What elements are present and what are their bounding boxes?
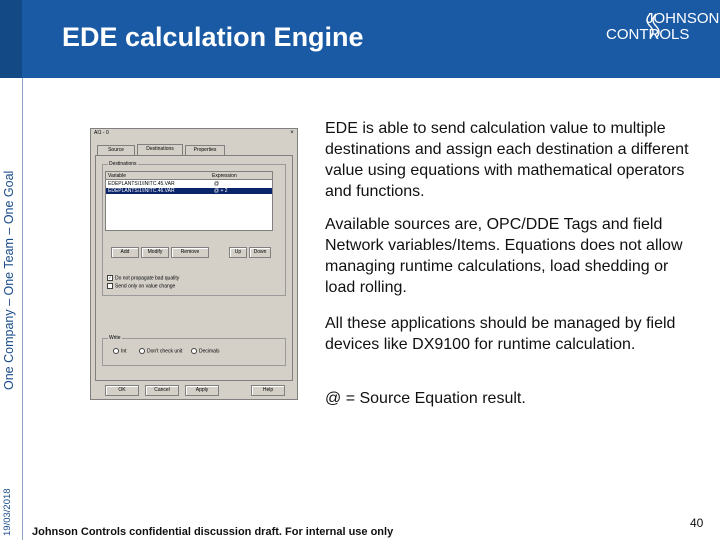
radio-label: Int	[121, 348, 127, 355]
johnson-controls-logo	[604, 10, 720, 44]
confidential-footer: Johnson Controls confidential discussion draft. For internal use only	[32, 526, 394, 538]
help-button[interactable]: Help	[251, 385, 285, 396]
cancel-button[interactable]: Cancel	[145, 385, 179, 396]
header-band	[0, 0, 720, 78]
paragraph-4: @ = Source Equation result.	[325, 390, 526, 407]
paragraph-1: EDE is able to send calculation value to multiple destinations and assign each destination a different value using equations with mathematical operators and functions.	[325, 120, 689, 200]
no-bad-quality-checkbox[interactable]	[107, 275, 179, 281]
paragraph-3: All these applications should be managed by field devices like DX9100 for runtime calculation.	[325, 315, 676, 353]
column-variable[interactable]: Variable	[108, 173, 126, 179]
list-item[interactable]	[106, 188, 272, 194]
logo-text-controls: CONTROLS	[606, 26, 690, 43]
radio-label: Don't check unit	[147, 348, 183, 355]
list-header	[106, 172, 272, 180]
radio-icon	[113, 348, 119, 354]
dont-check-unit-radio[interactable]	[139, 348, 182, 354]
paragraph-2: Available sources are, OPC/DDE Tags and field Network variables/Items. Equations does not allow managing runtime calculations, load shedding or load rolling.	[325, 216, 683, 296]
header-left-strip	[0, 0, 22, 78]
add-button[interactable]: Add	[111, 247, 139, 258]
checkbox-label: Do not propagate bad quality	[115, 275, 180, 282]
up-button[interactable]: Up	[229, 247, 247, 258]
ok-button[interactable]: OK	[105, 385, 139, 396]
row-expression: @	[214, 181, 220, 187]
slide-title: EDE calculation Engine	[62, 22, 364, 52]
value-change-checkbox[interactable]	[107, 283, 175, 289]
logo-text-johnson: JOHNSON	[646, 10, 720, 27]
write-group-label: Write	[109, 335, 121, 341]
destinations-group-label: Destinations	[109, 161, 137, 167]
down-button[interactable]: Down	[249, 247, 271, 258]
row-variable: EDEPLANTS\1\INITC.45.VAR	[108, 181, 175, 187]
checkmark-icon: ✓	[108, 275, 112, 280]
destinations-list[interactable]	[105, 171, 273, 231]
row-variable: EDEPLANTS\1\INITC.46.VAR	[108, 188, 175, 194]
column-expression[interactable]: Expression	[212, 173, 237, 179]
row-expression: @ + 2	[214, 188, 228, 194]
page-number: 40	[690, 516, 704, 530]
remove-button[interactable]: Remove	[171, 247, 209, 258]
radio-label: Decimals	[199, 348, 220, 355]
close-icon[interactable]: ×	[290, 130, 294, 136]
checkbox-icon	[107, 283, 113, 289]
vertical-tagline: One Company – One Team – One Goal	[2, 170, 16, 390]
dialog-title: AI1 - 0	[94, 130, 109, 136]
tab-source[interactable]: Source	[97, 145, 135, 155]
radio-icon	[191, 348, 197, 354]
int-radio[interactable]	[113, 348, 127, 354]
tab-properties[interactable]: Properties	[185, 145, 225, 155]
modify-button[interactable]: Modify	[141, 247, 169, 258]
radio-icon	[139, 348, 145, 354]
tab-destinations[interactable]: Destinations	[137, 144, 183, 155]
checkbox-label: Send only on value change	[115, 283, 176, 290]
list-item[interactable]	[106, 181, 272, 187]
vertical-date: 19/03/2018	[2, 488, 13, 536]
ai-properties-dialog	[90, 128, 298, 400]
decimals-radio[interactable]	[191, 348, 220, 354]
dialog-title-bar	[91, 129, 297, 138]
apply-button[interactable]: Apply	[185, 385, 219, 396]
